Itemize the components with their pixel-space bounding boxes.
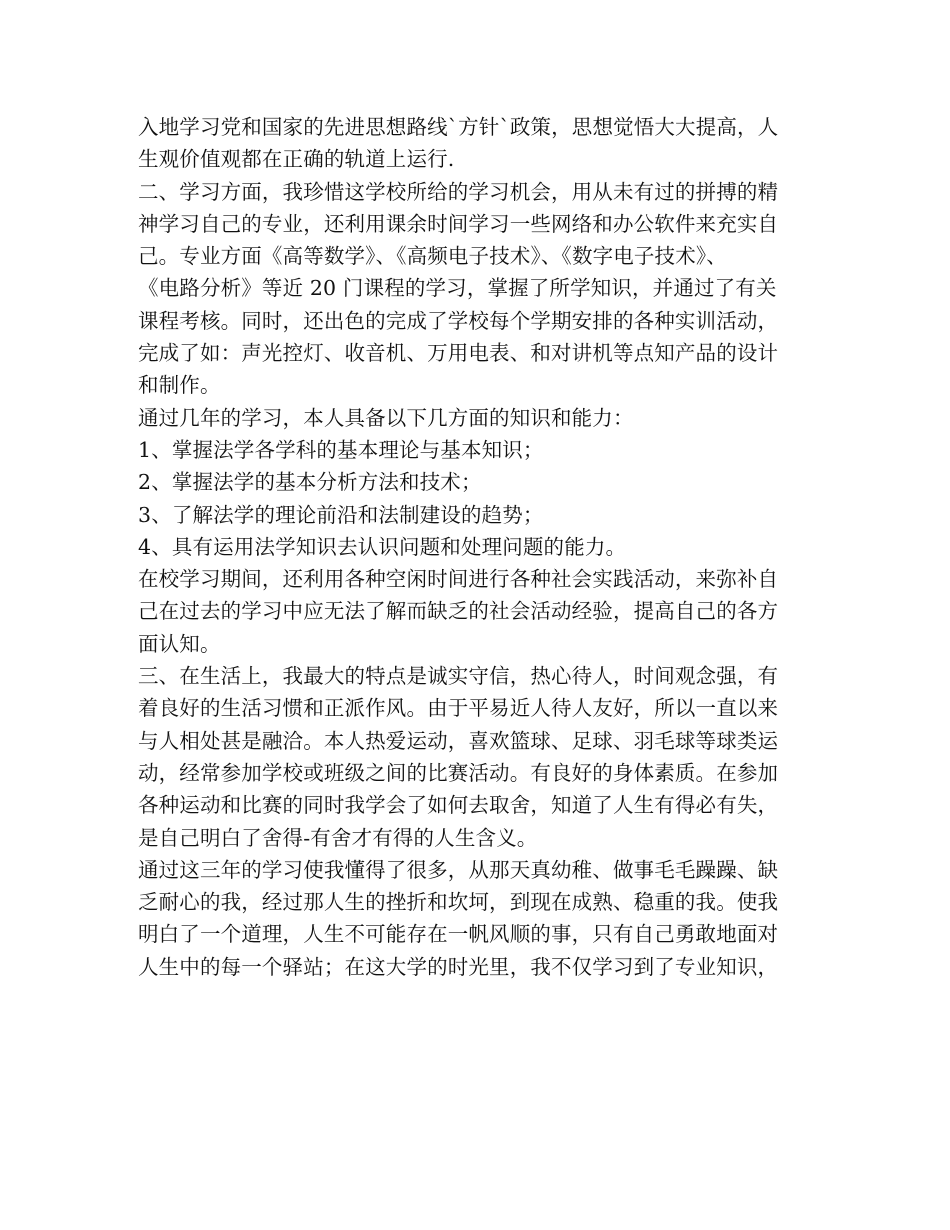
text-line: 课程考核。同时，还出色的完成了学校每个学期安排的各种实训活动，: [138, 308, 779, 333]
text-line: 在校学习期间，还利用各种空闲时间进行各种社会实践活动，来弥补自: [138, 567, 779, 592]
text-line: 乏耐心的我，经过那人生的挫折和坎坷，到现在成熟、稳重的我。使我: [138, 890, 779, 915]
text-line: 完成了如：声光控灯、收音机、万用电表、和对讲机等点知产品的设计: [138, 341, 779, 366]
text-line: 神学习自己的专业，还利用课余时间学习一些网络和办公软件来充实自: [138, 211, 779, 236]
text-line: 二、学习方面，我珍惜这学校所给的学习机会，用从未有过的拼搏的精: [138, 179, 779, 204]
text-line: 动，经常参加学校或班级之间的比赛活动。有良好的身体素质。在参加: [138, 760, 779, 785]
text-line: 《电路分析》等近 20 门课程的学习，掌握了所学知识，并通过了有关: [138, 276, 777, 301]
text-line: 通过几年的学习，本人具备以下几方面的知识和能力：: [138, 405, 634, 430]
text-line: 己在过去的学习中应无法了解而缺乏的社会活动经验，提高自己的各方: [138, 599, 779, 624]
list-item: 1、掌握法学各学科的基本理论与基本知识；: [138, 437, 544, 462]
text-line: 各种运动和比赛的同时我学会了如何去取舍，知道了人生有得必有失，: [138, 793, 779, 818]
list-item: 4、具有运用法学知识去认识问题和处理问题的能力。: [138, 534, 627, 559]
document-body: [138, 111, 818, 983]
text-line: 通过这三年的学习使我懂得了很多，从那天真幼稚、做事毛毛躁躁、缺: [138, 857, 779, 882]
text-line: 面认知。: [138, 631, 221, 656]
text-line: 与人相处甚是融洽。本人热爱运动，喜欢篮球、足球、羽毛球等球类运: [138, 728, 779, 753]
text-line: 着良好的生活习惯和正派作风。由于平易近人待人友好，所以一直以来: [138, 696, 779, 721]
text-line: 和制作。: [138, 373, 221, 398]
text-line: 生观价值观都在正确的轨道上运行.: [138, 147, 455, 172]
list-item: 3、了解法学的理论前沿和法制建设的趋势；: [138, 502, 544, 527]
list-item: 2、掌握法学的基本分析方法和技术；: [138, 470, 482, 495]
text-line: 明白了一个道理，人生不可能存在一帆风顺的事，只有自己勇敢地面对: [138, 922, 779, 947]
text-line: 三、在生活上，我最大的特点是诚实守信，热心待人，时间观念强，有: [138, 664, 779, 689]
text-line: 己。专业方面《高等数学》、《高频电子技术》、《数字电子技术》、: [138, 244, 727, 269]
text-line: 人生中的每一个驿站；在这大学的时光里，我不仅学习到了专业知识，: [138, 954, 779, 979]
text-line: 入地学习党和国家的先进思想路线`方针`政策，思想觉悟大大提高，人: [138, 115, 779, 139]
text-line: 是自己明白了舍得-有舍才有得的人生含义。: [138, 825, 538, 850]
